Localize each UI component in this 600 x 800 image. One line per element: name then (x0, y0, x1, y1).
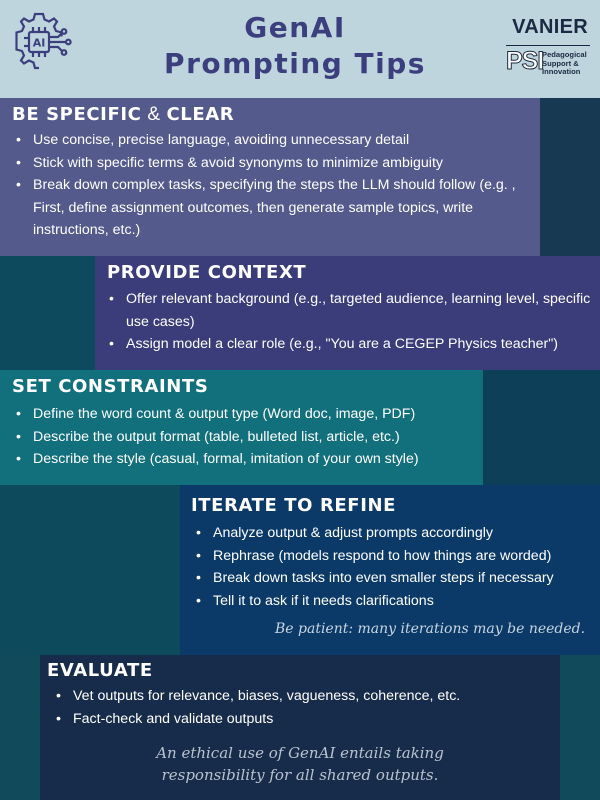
iterate-note: Be patient: many iterations may be needed. (275, 621, 586, 637)
psi-logo-letters: PSI (506, 47, 544, 75)
list-evaluate (54, 685, 554, 730)
heading-set-constraints: SET CONSTRAINTS (12, 376, 209, 397)
panel-set-constraints (0, 370, 483, 485)
list-item (14, 174, 536, 242)
list-item (107, 333, 595, 356)
bullet-icon: • (16, 154, 21, 171)
heading-provide-context: PROVIDE CONTEXT (107, 262, 307, 283)
list-item (14, 152, 536, 175)
list-item (14, 448, 480, 471)
bullet-icon: • (56, 688, 61, 704)
ai-chip-gear-icon (6, 8, 72, 74)
bullet-icon: • (109, 336, 114, 352)
heading-part-1: BE SPECIFIC (12, 104, 142, 125)
list-item (194, 590, 598, 613)
bullet-icon: • (196, 525, 201, 541)
list-item (194, 545, 598, 568)
list-set-constraints (14, 403, 480, 471)
list-item-text: Use concise, precise language, avoiding unnecessary detail (33, 132, 410, 148)
heading-iterate-to-refine: ITERATE TO REFINE (191, 495, 397, 516)
panel-be-specific (0, 98, 540, 256)
list-item (14, 129, 536, 152)
list-item-text: Stick with specific terms & avoid synonyms to minimize ambiguity (33, 154, 443, 171)
list-item (194, 522, 598, 545)
bullet-icon: • (16, 177, 21, 193)
panel-iterate-to-refine (180, 485, 600, 655)
bullet-icon: • (196, 547, 201, 564)
list-item (54, 708, 554, 731)
psi-line-2: Support & (542, 58, 579, 68)
heading-ampersand: & (141, 104, 167, 125)
page-title (110, 10, 480, 82)
heading-evaluate: EVALUATE (47, 660, 153, 681)
list-item (14, 426, 480, 449)
closing-statement: An ethical use of GenAI entails taking responsibility for all shared outputs. (156, 744, 444, 784)
list-item-text: Define the word count & output type (Word doc, image, PDF) (33, 406, 416, 422)
bullet-icon: • (16, 132, 21, 148)
logo-divider (506, 45, 590, 46)
background-block-right-constraints (483, 370, 600, 485)
psi-line-3: Innovation (542, 67, 581, 76)
background-block-left-context (0, 256, 95, 370)
bullet-icon: • (16, 451, 21, 467)
vanier-logo: VANIER (512, 16, 588, 38)
list-item-text: Offer relevant background (e.g., targeted audience, learning level, specific use cases) (126, 291, 591, 330)
bullet-icon: • (109, 291, 114, 307)
bullet-icon: • (16, 428, 21, 445)
list-item-text: Break down complex tasks, specifying the steps the LLM should follow (e.g. , First, define assignment outcomes, then generate sample topics, write instructions, etc.) (33, 177, 516, 238)
heading-be-specific (12, 104, 234, 126)
ai-badge-text: AI (32, 36, 46, 50)
header (0, 0, 600, 98)
bullet-icon: • (196, 570, 201, 586)
panel-provide-context (95, 256, 600, 370)
psi-logo-text (542, 51, 587, 77)
list-item-text: Describe the style (casual, formal, imitation of your own style) (33, 451, 419, 467)
list-be-specific (14, 129, 536, 242)
list-item-text: Vet outputs for relevance, biases, vagueness, coherence, etc. (73, 688, 461, 704)
list-item-text: Describe the output format (table, bulleted list, article, etc.) (33, 428, 400, 445)
list-item-text: Rephrase (models respond to how things are worded) (213, 547, 552, 564)
list-item-text: Tell it to ask if it needs clarifications (213, 592, 434, 609)
list-provide-context (107, 288, 595, 356)
list-item-text: Assign model a clear role (e.g., "You are a CEGEP Physics teacher") (126, 336, 558, 352)
bullet-icon: • (16, 406, 21, 422)
background-block-right-upper (540, 98, 600, 256)
title-line-2: Prompting Tips (164, 47, 426, 80)
list-item-text: Break down tasks into even smaller steps if necessary (213, 570, 554, 586)
list-item (194, 567, 598, 590)
list-item-text: Fact-check and validate outputs (73, 710, 274, 727)
title-line-1: GenAI (244, 11, 346, 44)
list-item-text: Analyze output & adjust prompts accordingly (213, 525, 493, 541)
list-iterate-to-refine (194, 522, 598, 612)
list-item (14, 403, 480, 426)
list-item (54, 685, 554, 708)
bullet-icon: • (56, 710, 61, 727)
bullet-icon: • (196, 592, 201, 609)
psi-line-1: Pedagogical (542, 50, 587, 59)
background-block-left-iterate (0, 485, 180, 655)
list-item (107, 288, 595, 333)
heading-part-2: CLEAR (166, 104, 235, 125)
